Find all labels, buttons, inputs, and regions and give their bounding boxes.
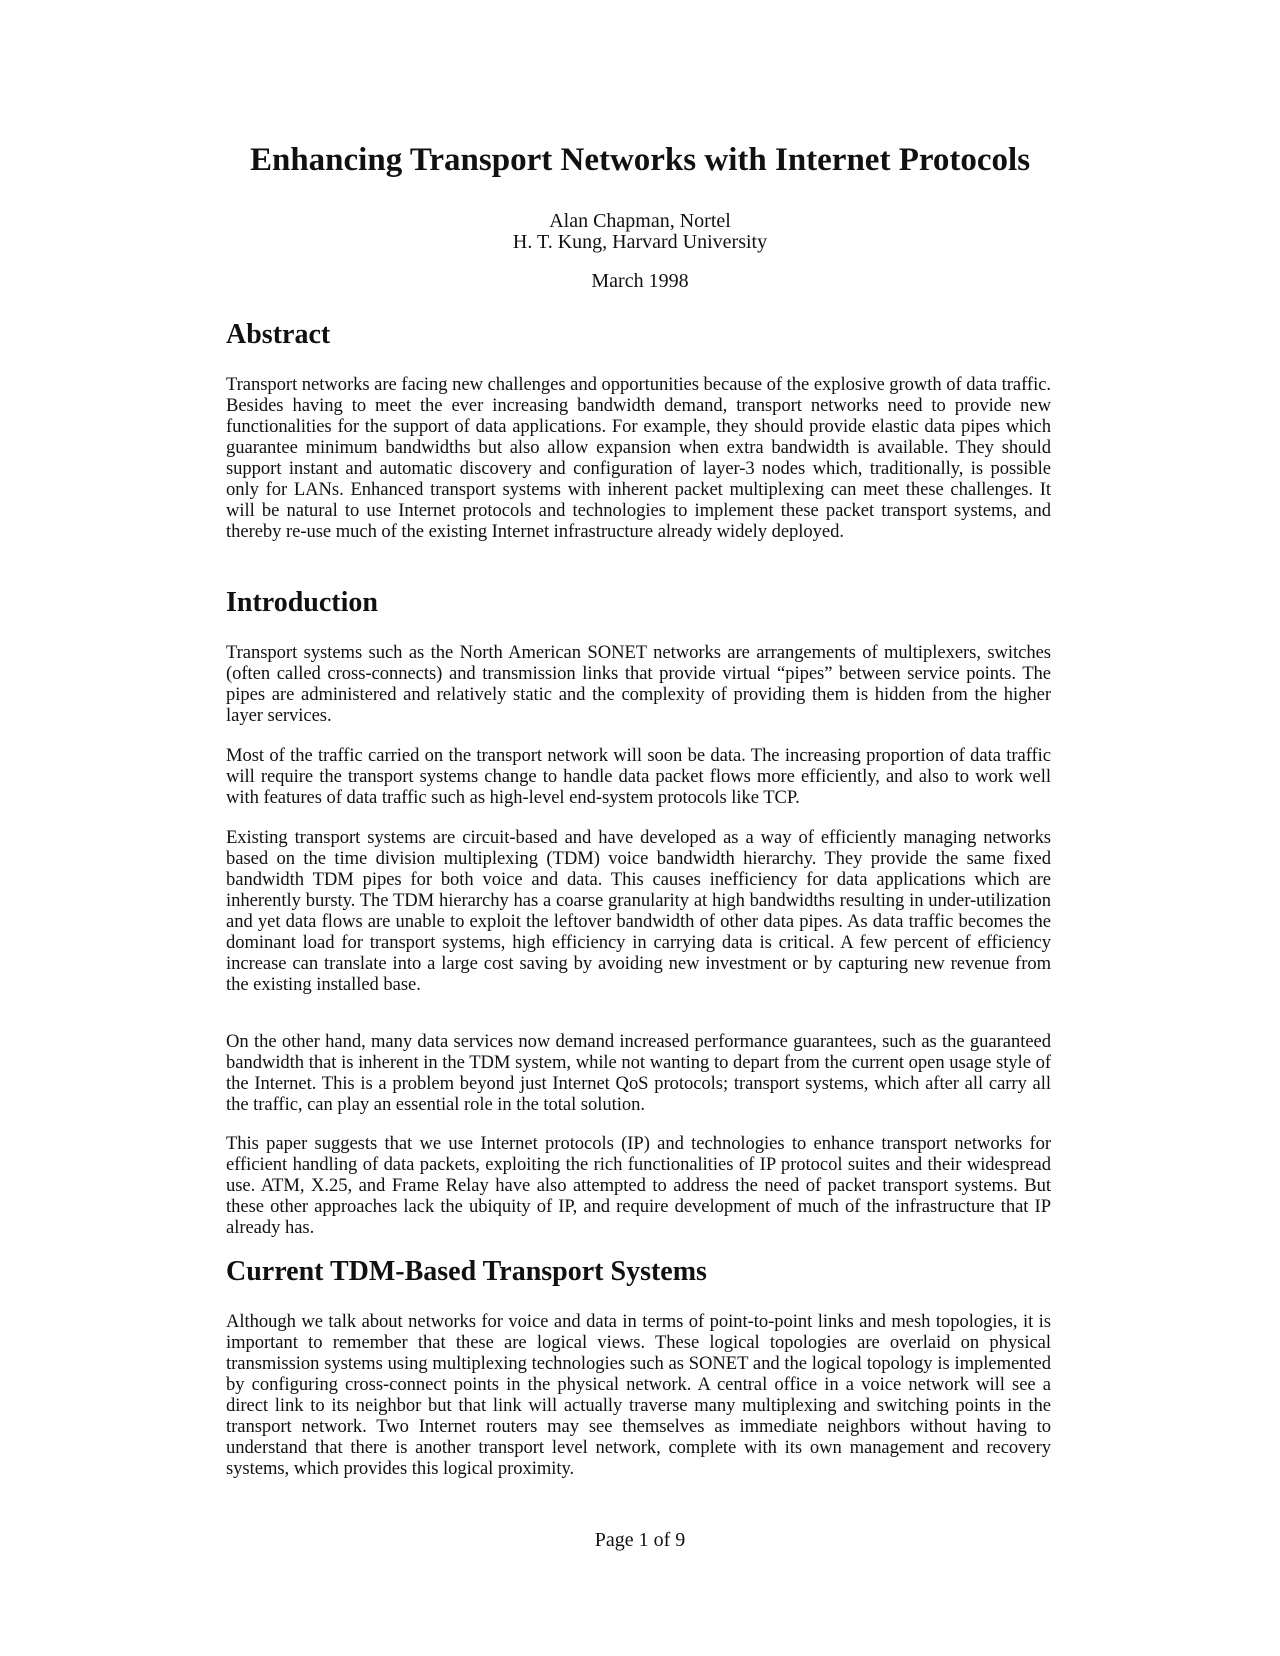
author-block xyxy=(0,211,1280,253)
body-paragraph: On the other hand, many data services now demand increased performance guarantees, such as the guaranteed bandwidth that is inherent in the TDM system, while not wanting to depart from the current open usage style of the Internet. This is a problem beyond just Internet QoS protocols; transport systems, which after all carry all the traffic, can play an essential role in the total solution. xyxy=(226,1031,1051,1115)
body-paragraph: Although we talk about networks for voice and data in terms of point-to-point links and mesh topologies, it is important to remember that these are logical views. These logical topologies are overlaid on physical transmission systems using multiplexing technologies such as SONET and the logical topology is implemented by configuring cross-connect points in the physical network. A central office in a voice network will see a direct link to its neighbor but that link will actually traverse many multiplexing and switching points in the transport network. Two Internet routers may see themselves as immediate neighbors without having to understand that there is another transport level network, complete with its own management and recovery systems, which provides this logical proximity. xyxy=(226,1311,1051,1479)
abstract-paragraph: Transport networks are facing new challenges and opportunities because of the explosive growth of data traffic. Besides having to meet the ever increasing bandwidth demand, transport networks need to provide new functionalities for the support of data applications. For example, they should provide elastic data pipes which guarantee minimum bandwidths but also allow expansion when extra bandwidth is available. They should support instant and automatic discovery and configuration of layer-3 nodes which, traditionally, is possible only for LANs. Enhanced transport systems with inherent packet multiplexing can meet these challenges. It will be natural to use Internet protocols and technologies to implement these packet transport systems, and thereby re-use much of the existing Internet infrastructure already widely deployed. xyxy=(226,374,1051,542)
body-paragraph: Existing transport systems are circuit-based and have developed as a way of efficiently managing networks based on the time division multiplexing (TDM) voice bandwidth hierarchy. They provide the same fixed bandwidth TDM pipes for both voice and data. This causes inefficiency for data applications which are inherently bursty. The TDM hierarchy has a coarse granularity at high bandwidths resulting in under-utilization and yet data flows are unable to exploit the leftover bandwidth of other data pipes. As data traffic becomes the dominant load for transport systems, high efficiency in carrying data is critical. A few percent of efficiency increase can translate into a large cost saving by avoiding new investment or by capturing new revenue from the existing installed base. xyxy=(226,827,1051,995)
paper-title: Enhancing Transport Networks with Internet Protocols xyxy=(249,142,1031,178)
section-heading-abstract: Abstract xyxy=(226,319,331,350)
body-paragraph: Most of the traffic carried on the transport network will soon be data. The increasing proportion of data traffic will require the transport systems change to handle data packet flows more efficiently, and also to work well with features of data traffic such as high-level end-system protocols like TCP. xyxy=(226,745,1051,808)
publication-date: March 1998 xyxy=(591,270,689,292)
body-paragraph: Transport systems such as the North American SONET networks are arrangements of multiplexers, switches (often called cross-connects) and transmission links that provide virtual “pipes” between service points. The pipes are administered and relatively static and the complexity of providing them is hidden from the higher layer services. xyxy=(226,642,1051,726)
section-heading-introduction: Introduction xyxy=(226,587,378,618)
author-line: H. T. Kung, Harvard University xyxy=(512,231,768,253)
section-heading-current-tdm: Current TDM-Based Transport Systems xyxy=(226,1256,707,1287)
page-number: Page 1 of 9 xyxy=(594,1529,686,1551)
author-line: Alan Chapman, Nortel xyxy=(549,210,731,232)
body-paragraph: This paper suggests that we use Internet protocols (IP) and technologies to enhance transport networks for efficient handling of data packets, exploiting the rich functionalities of IP protocol suites and their widespread use. ATM, X.25, and Frame Relay have also attempted to address the need of packet transport systems. But these other approaches lack the ubiquity of IP, and require development of much of the infrastructure that IP already has. xyxy=(226,1133,1051,1238)
